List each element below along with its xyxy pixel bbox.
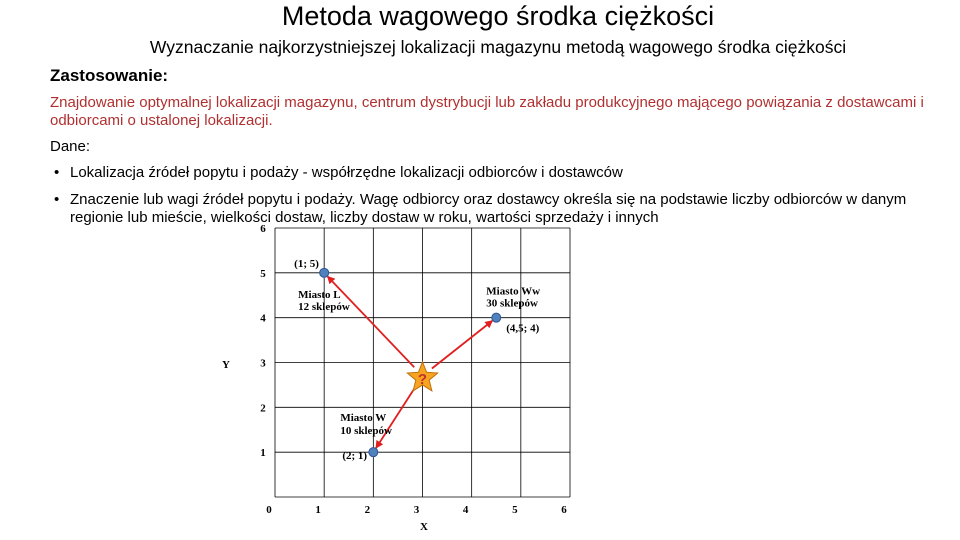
bullet-marker: • bbox=[54, 164, 60, 181]
arrow bbox=[432, 321, 492, 369]
x-tick-label: 3 bbox=[413, 504, 420, 516]
page-subtitle: Wyznaczanie najkorzystniejszej lokalizacji magazynu metodą wagowego środka ciężkości bbox=[149, 37, 847, 57]
y-tick-label: 2 bbox=[260, 402, 266, 415]
y-tick-label: 3 bbox=[260, 357, 266, 370]
y-tick-label: 6 bbox=[260, 223, 266, 235]
point-weight-label: 12 sklepów bbox=[298, 300, 350, 313]
center-label: ? bbox=[417, 370, 428, 388]
x-tick-label: 2 bbox=[364, 504, 371, 516]
x-tick-label: 4 bbox=[462, 504, 469, 516]
point-name-label: Miasto W bbox=[340, 412, 387, 425]
point-weight-label: 10 sklepów bbox=[340, 425, 392, 438]
point-coord-label: (1; 5) bbox=[294, 257, 319, 270]
x-tick-label: 5 bbox=[512, 504, 518, 516]
point-name-label: Miasto Ww bbox=[486, 285, 541, 298]
point-coord-label: (2; 1) bbox=[342, 450, 368, 463]
bullet-marker: • bbox=[54, 191, 60, 208]
point-coord-label: (4,5; 4) bbox=[506, 322, 540, 335]
y-tick-label: 1 bbox=[260, 447, 266, 460]
y-tick-label: 5 bbox=[260, 267, 266, 280]
data-point bbox=[320, 268, 329, 277]
x-tick-label: 0 bbox=[266, 504, 272, 516]
y-axis-label: Y bbox=[222, 359, 230, 371]
x-tick-label: 6 bbox=[561, 504, 567, 516]
y-tick-label: 4 bbox=[260, 312, 266, 325]
point-name-label: Miasto L bbox=[298, 288, 341, 301]
data-point bbox=[492, 313, 501, 322]
point-weight-label: 30 sklepów bbox=[486, 297, 538, 310]
data-heading: Dane: bbox=[50, 138, 91, 155]
application-heading: Zastosowanie: bbox=[50, 66, 169, 85]
x-tick-label: 1 bbox=[315, 504, 321, 516]
bullet-text: Lokalizacja źródeł popytu i podaży - współrzędne lokalizacji odbiorców i dostawców bbox=[70, 164, 623, 181]
data-point bbox=[369, 448, 378, 457]
bullet-text: Znaczenie lub wagi źródeł popytu i podaży. Wagę odbiorcy oraz dostawcy określa się na podstawie liczby odbiorców w danym regionie lub mieście, wielkości dostaw, liczby dostaw w roku, wartości sprzedaży i innych bbox=[70, 191, 907, 226]
x-axis-label: X bbox=[420, 521, 428, 533]
application-text: Znajdowanie optymalnej lokalizacji magazynu, centrum dystrybucji lub zakładu produkcyjnego mającego powiązania z dostawcami i odbiorcami o ustalonej lokalizacji. bbox=[50, 94, 924, 129]
point-labels bbox=[294, 258, 540, 462]
page-title: Metoda wagowego środka ciężkości bbox=[281, 1, 715, 31]
